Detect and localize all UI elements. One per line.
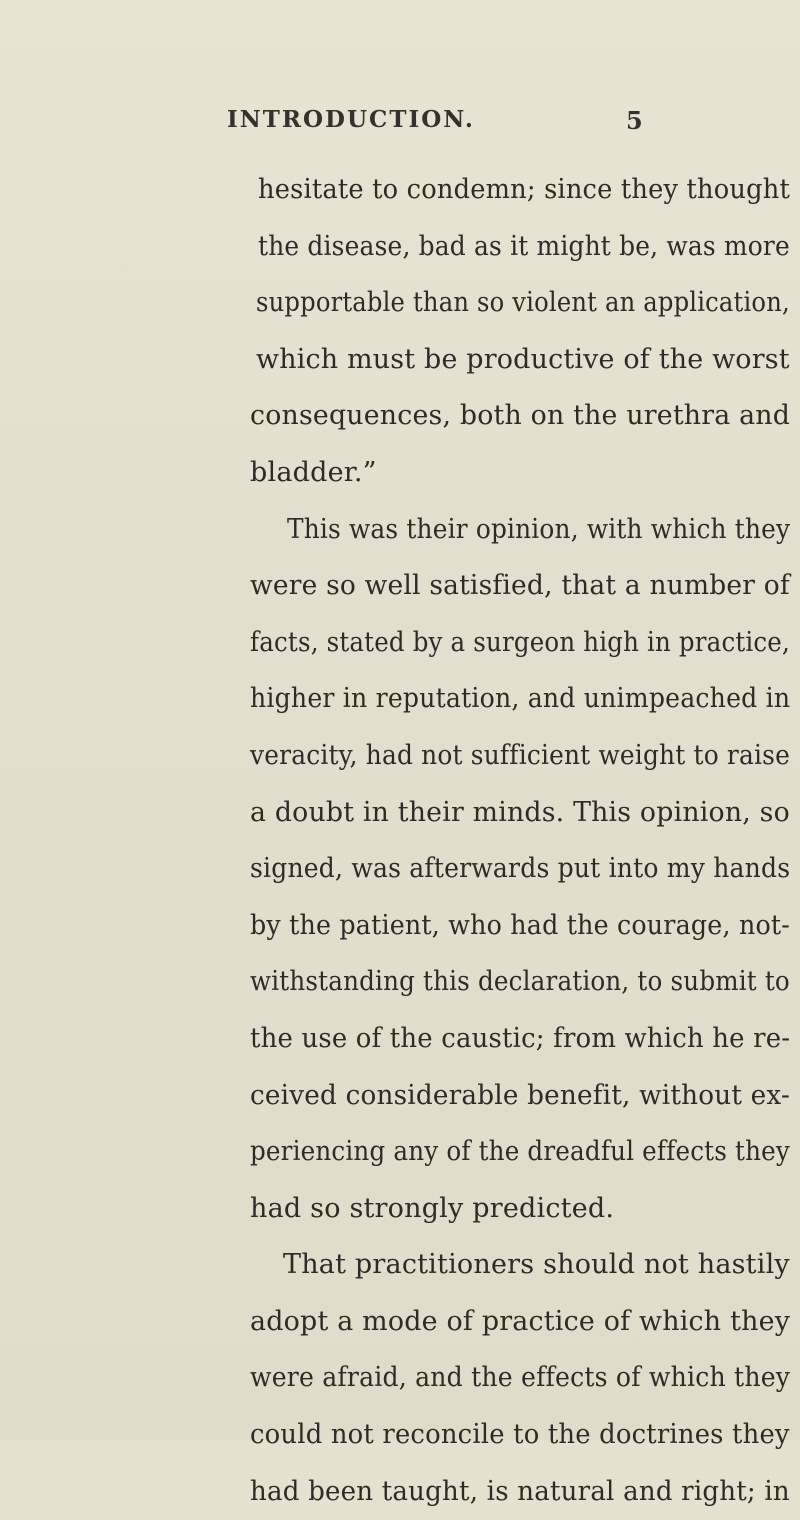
text-line — [0, 162, 800, 219]
line-text: by the patient, who had the courage, not- — [250, 909, 790, 941]
line-text: veracity, had not sufficient weight to raise — [250, 739, 791, 771]
line-text: ceived considerable benefit, without ex- — [250, 1079, 791, 1111]
line-text: higher in reputation, and unimpeached in — [250, 683, 791, 715]
page-header — [0, 100, 800, 140]
text-line — [0, 841, 800, 898]
page-number: 5 — [626, 106, 643, 135]
text-line — [0, 502, 800, 559]
text-line — [0, 1407, 800, 1464]
line-text: bladder.” — [250, 456, 377, 488]
text-line — [0, 1011, 800, 1068]
running-head: INTRODUCTION. — [227, 106, 475, 133]
line-text: the disease, bad as it might be, was more — [258, 230, 790, 262]
line-text: were afraid, and the effects of which they — [250, 1362, 791, 1394]
text-line — [0, 728, 800, 785]
line-text: adopt a mode of practice of which they — [250, 1305, 791, 1337]
line-text: withstanding this declaration, to submit to — [250, 966, 790, 998]
line-text: That practitioners should not hastily — [283, 1249, 790, 1281]
text-line — [0, 275, 800, 332]
line-text: a doubt in their minds. This opinion, so — [250, 796, 790, 828]
text-line — [0, 1124, 800, 1181]
text-line — [0, 388, 800, 445]
line-text: This was their opinion, with which they — [287, 513, 791, 545]
line-text: were so well satisfied, that a number of — [250, 570, 790, 602]
text-line — [0, 332, 800, 389]
text-line — [0, 1464, 800, 1520]
text-line — [0, 898, 800, 955]
line-text: consequences, both on the urethra and — [250, 400, 791, 432]
line-text: had been taught, is natural and right; in — [250, 1475, 790, 1507]
text-line — [0, 615, 800, 672]
line-text: which must be productive of the worst — [256, 343, 790, 375]
line-text: periencing any of the dreadful effects they — [250, 1136, 790, 1168]
line-text: supportable than so violent an application, — [256, 287, 790, 319]
line-text: signed, was afterwards put into my hands — [250, 853, 791, 885]
text-line — [0, 558, 800, 615]
line-text: could not reconcile to the doctrines they — [250, 1419, 790, 1451]
text-line — [0, 954, 800, 1011]
text-line — [0, 1068, 800, 1125]
text-line — [0, 1294, 800, 1351]
line-text: had so strongly predicted. — [250, 1192, 615, 1224]
text-line — [0, 1237, 800, 1294]
line-text: hesitate to condemn; since they thought — [258, 174, 791, 205]
line-text: the use of the caustic; from which he re- — [250, 1022, 791, 1054]
text-line — [0, 1350, 800, 1407]
text-line — [0, 219, 800, 276]
body-text — [0, 162, 800, 1520]
text-line — [0, 1181, 800, 1238]
text-line — [0, 785, 800, 842]
text-line — [0, 445, 800, 502]
line-text: facts, stated by a surgeon high in practice, — [250, 626, 790, 658]
text-line — [0, 671, 800, 728]
